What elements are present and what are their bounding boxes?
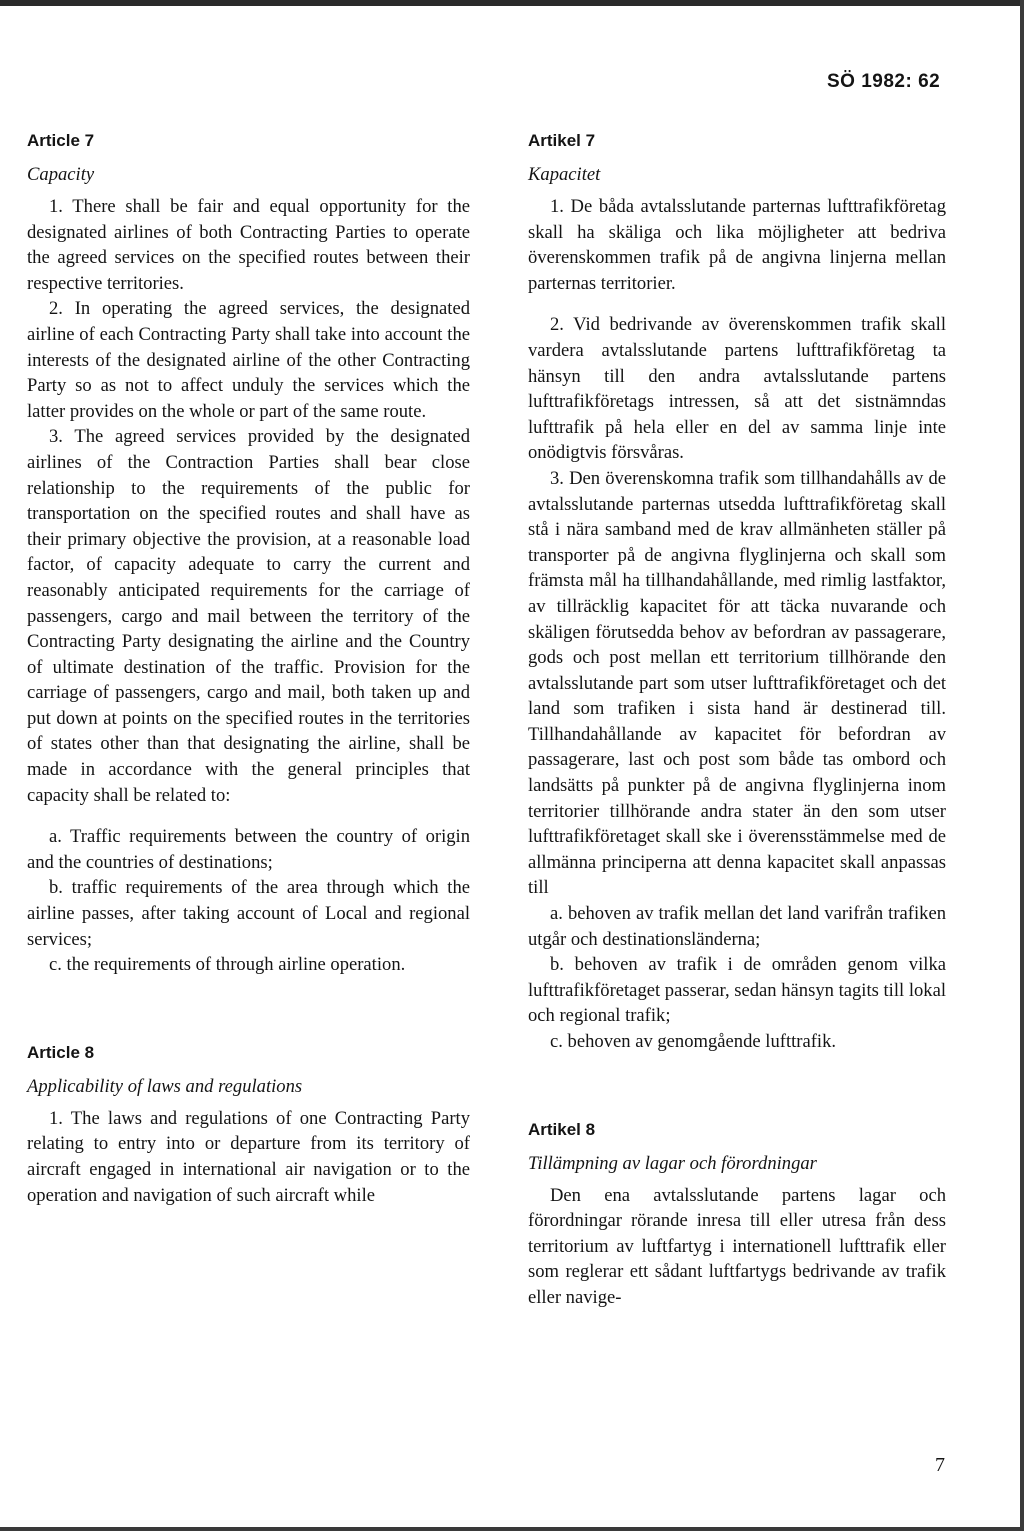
article-7-item-c-sv: c. behoven av genomgående lufttrafik. <box>550 1031 837 1052</box>
article-7-paragraph-1-en: 1. There shall be fair and equal opportunity for the designated airlines of both Contracting Parties to operate the agreed services on the specified routes between their respective territories. <box>27 196 470 294</box>
article-8-paragraph-1-en: 1. The laws and regulations of one Contracting Party relating to entry into or departure from its territory of aircraft engaged in international air navigation or to the operation and navigation of such aircraft while <box>27 1107 470 1206</box>
article-8-heading-en: Article 8 <box>27 1042 95 1062</box>
article-8-subheading-en: Applicability of laws and regulations <box>27 1075 303 1097</box>
page-number: 7 <box>935 1454 945 1476</box>
article-7-paragraph-2-en: 2. In operating the agreed services, the designated airline of each Contracting Party shall take into account the interests of the designated airline of the other Contracting Party so as not to affect unduly the services which the latter provides on the whole or part of the same route. <box>27 298 470 422</box>
section-spacer <box>528 1055 946 1113</box>
article-7-item-b-sv: b. behoven av trafik i de områden genom vilka lufttrafikföretaget passerar, sedan hänsyn tagits till lokal och regional trafik; <box>528 954 946 1027</box>
scan-border-bottom <box>0 1527 1024 1531</box>
article-7-heading-sv: Artikel 7 <box>528 131 596 150</box>
article-7-item-b-en: b. traffic requirements of the area through which the airline passes, after taking account of Local and regional services; <box>27 877 470 950</box>
article-8-subheading-sv: Tillämpning av lagar och förordningar <box>528 1152 817 1174</box>
article-7-item-a-sv: a. behoven av trafik mellan det land varifrån trafiken utgår och destinationsländerna; <box>528 903 946 950</box>
article-7-subheading-en: Capacity <box>27 164 95 185</box>
scan-border-top <box>0 0 1024 6</box>
article-7-heading-en: Article 7 <box>27 131 95 150</box>
article-7-paragraph-2-sv: 2. Vid bedrivande av överenskommen trafik skall vardera avtalsslutande partens lufttrafikföretag ta hänsyn till den andra avtalsslutande partens lufttrafikföretags intressen, så att det sistnämndas lufttrafik på hela eller en del av samma linje inte onödigtvis försvåras. <box>528 314 946 464</box>
scan-border-right <box>1020 0 1024 1531</box>
article-8-paragraph-1-sv: Den ena avtalsslutande partens lagar och förordningar rörande inresa till eller utresa från dess territorium av luftfartyg i internationell lufttrafik eller som reglerar ett sådant luftfartygs bedrivande av trafik eller navige- <box>528 1184 946 1308</box>
article-8-heading-sv: Artikel 8 <box>528 1119 596 1139</box>
article-7-paragraph-3-en: 3. The agreed services provided by the designated airlines of the Contraction Parties shall bear close relationship to the requirements of the public for transportation on the specified routes and shall have as their primary objective the provision, at a reasonable load factor, of capacity adequate to carry the current and reasonably anticipated requirements for the carriage of passengers, cargo and mail between the territory of the Contracting Party designating the airline and the Country of ultimate destination of the traffic. Provision for the carriage of passengers, cargo and mail, both taken up and put down at points on the specified routes in the territories of states other than that designating the airline, shall be made in accordance with the general principles that capacity shall be related to: <box>27 426 470 806</box>
section-spacer <box>27 978 470 1036</box>
document-reference: SÖ 1982: 62 <box>827 71 941 92</box>
article-7-subheading-sv: Kapacitet <box>528 164 601 185</box>
swedish-column <box>528 124 946 1311</box>
article-7-item-c-en: c. the requirements of through airline operation. <box>49 954 406 976</box>
article-7-item-a-en: a. Traffic requirements between the country of origin and the countries of destinations; <box>27 826 470 873</box>
article-7-paragraph-1-sv: 1. De båda avtalsslutande parternas lufttrafikföretag skall ha skäliga och lika möjligheter att bedriva överenskommen trafik på de angivna linjerna mellan parternas territorier. <box>528 196 946 294</box>
english-column <box>27 124 470 1208</box>
article-7-paragraph-3-sv: 3. Den överenskomna trafik som tillhandahålls av de avtalsslutande parternas utsedda lufttrafikföretag skall stå i nära samband med de krav allmänheten ställer på transporter på de angivna flyglinjerna och skall som främsta mål ha tillhandahållande, med rimlig lastfaktor, av tillräcklig kapacitet för att täcka nuvarande och skäligen förutsedda behov av befordran av passagerare, gods och post mellan ett territorium tillhörande den avtalsslutande part som utser lufttrafikföretaget och det land som trafiken i sista hand är destinerad till. Tillhandahållande av kapacitet för befordran av passagerare, last och post som både tas ombord och landsätts på punkter på de angivna flyglinjerna inom territorier tillhörande andra stater än den som utser lufttrafikföretaget skall ske i överensstämmelse med de allmänna principerna att denna kapacitet skall anpassas till <box>528 467 946 899</box>
